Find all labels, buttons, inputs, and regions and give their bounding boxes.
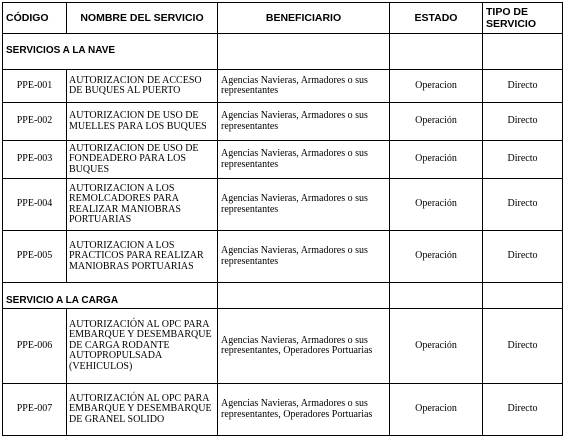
- service-name: AUTORIZACION DE USO DE MUELLES PARA LOS BUQUES: [67, 103, 218, 141]
- service-name: AUTORIZACION DE USO DE FONDEADERO PARA LOS BUQUES: [67, 141, 218, 179]
- empty-cell: [218, 34, 390, 70]
- service-name: AUTORIZACIÓN AL OPC PARA EMBARQUE Y DESEMBARQUE DE GRANEL SOLIDO: [67, 384, 218, 436]
- service-status: Operación: [390, 141, 483, 179]
- service-type: Directo: [483, 103, 563, 141]
- service-name: AUTORIZACION DE ACCESO DE BUQUES AL PUERTO: [67, 70, 218, 103]
- service-code: PPE-006: [3, 309, 67, 384]
- empty-cell: [483, 34, 563, 70]
- service-name: AUTORIZACIÓN AL OPC PARA EMBARQUE Y DESEMBARQUE DE CARGA RODANTE AUTOPROPULSADA (VEHICULOS): [67, 309, 218, 384]
- table-row: [3, 309, 563, 384]
- header-beneficiary: BENEFICIARIO: [218, 3, 390, 34]
- service-name: AUTORIZACION A LOS PRACTICOS PARA REALIZAR MANIOBRAS PORTUARIAS: [67, 231, 218, 283]
- service-code: PPE-002: [3, 103, 67, 141]
- service-beneficiary: Agencias Navieras, Armadores o sus representantes: [218, 231, 390, 283]
- service-beneficiary: Agencias Navieras, Armadores o sus representantes: [218, 179, 390, 231]
- service-type: Directo: [483, 309, 563, 384]
- table-row: [3, 141, 563, 179]
- table-row: [3, 384, 563, 436]
- service-type: Directo: [483, 179, 563, 231]
- service-beneficiary: Agencias Navieras, Armadores o sus representantes, Operadores Portuarias: [218, 309, 390, 384]
- empty-cell: [390, 283, 483, 309]
- service-status: Operacion: [390, 384, 483, 436]
- table-row: [3, 231, 563, 283]
- header-code: CÓDIGO: [3, 3, 67, 34]
- service-status: Operacion: [390, 70, 483, 103]
- services-table: [2, 2, 563, 436]
- service-status: Operación: [390, 309, 483, 384]
- service-name: AUTORIZACION A LOS REMOLCADORES PARA REALIZAR MANIOBRAS PORTUARIAS: [67, 179, 218, 231]
- empty-cell: [390, 34, 483, 70]
- service-beneficiary: Agencias Navieras, Armadores o sus representantes: [218, 103, 390, 141]
- section-row: [3, 283, 563, 309]
- service-beneficiary: Agencias Navieras, Armadores o sus representantes, Operadores Portuarias: [218, 384, 390, 436]
- header-service-type: TIPO DE SERVICIO: [483, 3, 563, 34]
- header-status: ESTADO: [390, 3, 483, 34]
- service-code: PPE-004: [3, 179, 67, 231]
- service-type: Directo: [483, 70, 563, 103]
- service-beneficiary: Agencias Navieras, Armadores o sus representantes: [218, 141, 390, 179]
- service-status: Operación: [390, 103, 483, 141]
- table-row: [3, 103, 563, 141]
- header-row: [3, 3, 563, 34]
- service-code: PPE-003: [3, 141, 67, 179]
- service-code: PPE-007: [3, 384, 67, 436]
- service-code: PPE-001: [3, 70, 67, 103]
- section-title: SERVICIOS A LA NAVE: [3, 34, 218, 70]
- service-beneficiary: Agencias Navieras, Armadores o sus representantes: [218, 70, 390, 103]
- service-status: Operación: [390, 179, 483, 231]
- service-type: Directo: [483, 384, 563, 436]
- service-status: Operación: [390, 231, 483, 283]
- header-service-name: NOMBRE DEL SERVICIO: [67, 3, 218, 34]
- service-type: Directo: [483, 231, 563, 283]
- service-code: PPE-005: [3, 231, 67, 283]
- empty-cell: [218, 283, 390, 309]
- empty-cell: [483, 283, 563, 309]
- service-type: Directo: [483, 141, 563, 179]
- section-row: [3, 34, 563, 70]
- section-title: SERVICIO A LA CARGA: [3, 283, 218, 309]
- table-row: [3, 179, 563, 231]
- table-row: [3, 70, 563, 103]
